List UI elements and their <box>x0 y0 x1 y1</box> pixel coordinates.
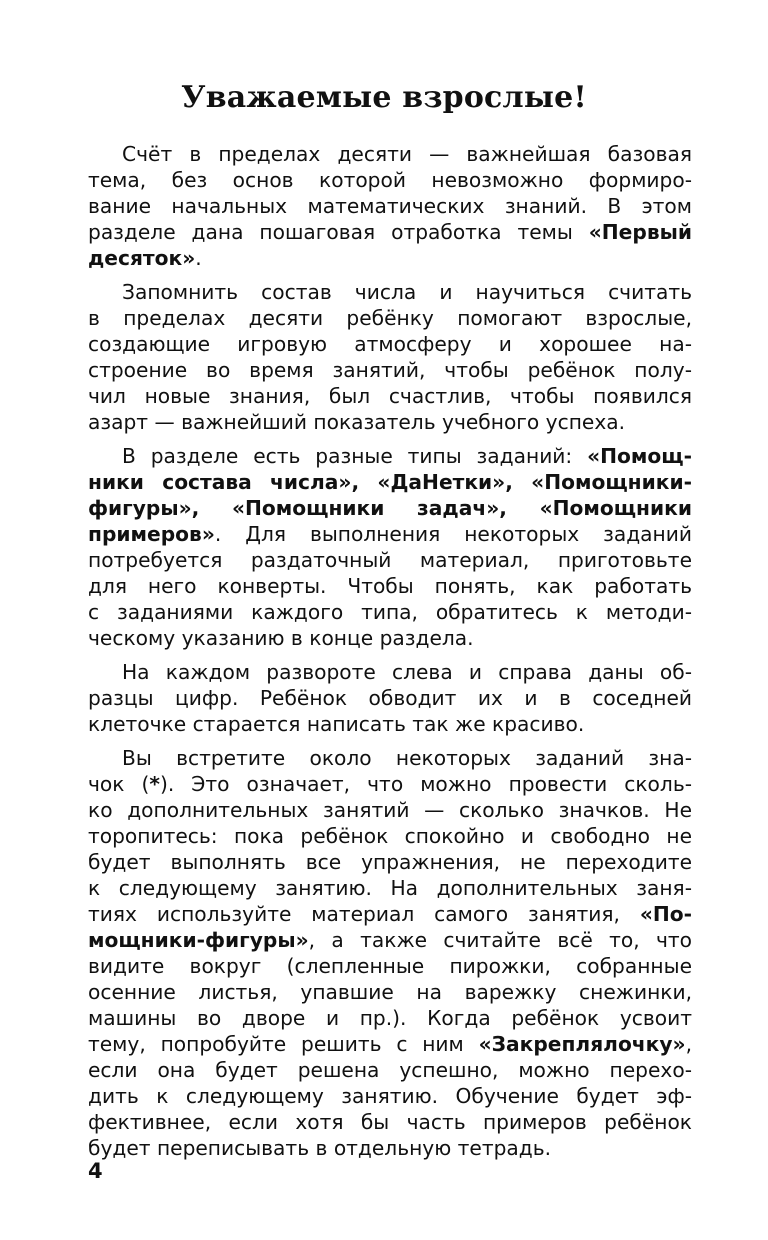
text-line <box>88 245 692 271</box>
bold-text-run: «Закреплялочку» <box>478 1032 686 1056</box>
text-run: ). Это означает, что можно провести сколь- <box>159 772 692 796</box>
paragraph <box>88 141 692 271</box>
bold-text-run: примеров» <box>88 522 215 546</box>
text-run: Счёт в пределах десяти — важнейшая базовая <box>122 142 692 166</box>
page-title: Уважаемые взрослые! <box>181 80 587 115</box>
text-line <box>88 331 692 357</box>
text-run: разцы цифр. Ребёнок обводит их и в соседней <box>88 686 692 710</box>
text-line <box>88 357 692 383</box>
text-line <box>88 875 692 901</box>
text-run: потребуется раздаточный материал, приготовьте <box>88 548 692 572</box>
text-run: ческому указанию в конце раздела. <box>88 626 474 650</box>
body-text <box>88 141 692 1169</box>
text-run: ко дополнительных занятий — сколько значков. Не <box>88 798 692 822</box>
text-run: в пределах десяти ребёнку помогают взрослые, <box>88 306 692 330</box>
text-line <box>88 141 692 167</box>
paragraph <box>88 279 692 435</box>
text-line <box>88 573 692 599</box>
text-line <box>88 193 692 219</box>
text-line <box>88 219 692 245</box>
bold-text-run: ники состава числа», «ДаНетки», «Помощники- <box>88 470 692 494</box>
bold-text-run: фигуры», «Помощники задач», «Помощники <box>88 496 692 520</box>
text-run: фективнее, если хотя бы часть примеров ребёнок <box>88 1110 692 1134</box>
text-line <box>88 1083 692 1109</box>
text-run: видите вокруг (слепленные пирожки, собранные <box>88 954 692 978</box>
text-line <box>88 547 692 573</box>
text-line <box>88 823 692 849</box>
text-line <box>88 953 692 979</box>
text-run: к следующему занятию. На дополнительных заня- <box>88 876 692 900</box>
bold-text-run: мощники-фигуры» <box>88 928 309 952</box>
paragraph <box>88 659 692 737</box>
text-run: тиях используйте материал самого занятия, <box>88 902 640 926</box>
text-line <box>88 1135 692 1161</box>
text-line <box>88 167 692 193</box>
text-run: тема, без основ которой невозможно формиро- <box>88 168 692 192</box>
text-run: клеточке старается написать так же красиво. <box>88 712 585 736</box>
text-line <box>88 771 692 797</box>
page-number: 4 <box>88 1159 103 1183</box>
text-run: дить к следующему занятию. Обучение будет эф- <box>88 1084 692 1108</box>
text-line <box>88 495 692 521</box>
text-line <box>88 927 692 953</box>
text-line <box>88 1057 692 1083</box>
text-run: строение во время занятий, чтобы ребёнок полу- <box>88 358 692 382</box>
text-line <box>88 711 692 737</box>
text-run: с заданиями каждого типа, обратитесь к методи- <box>88 600 692 624</box>
bold-text-run: «Помощ- <box>587 444 692 468</box>
text-line <box>88 305 692 331</box>
bold-text-run: * <box>149 772 160 796</box>
text-run: азарт — важнейший показатель учебного успеха. <box>88 410 626 434</box>
text-line <box>88 383 692 409</box>
text-run: торопитесь: пока ребёнок спокойно и свободно не <box>88 824 692 848</box>
text-line <box>88 745 692 771</box>
text-line <box>88 521 692 547</box>
text-line <box>88 849 692 875</box>
text-line <box>88 279 692 305</box>
text-run: На каждом развороте слева и справа даны об- <box>122 660 692 684</box>
text-run: тему, попробуйте решить с ним <box>88 1032 479 1056</box>
text-run: вание начальных математических знаний. В этом <box>88 194 692 218</box>
text-run: если она будет решена успешно, можно перехо- <box>88 1058 692 1082</box>
bold-text-run: «Первый <box>588 220 692 244</box>
text-run: чил новые знания, был счастлив, чтобы появился <box>88 384 692 408</box>
text-run: . Для выполнения некоторых заданий <box>214 522 692 546</box>
text-line <box>88 1005 692 1031</box>
text-run: . <box>195 246 202 270</box>
text-run: , а также считайте всё то, что <box>308 928 692 952</box>
text-line <box>88 797 692 823</box>
text-run: Запомнить состав числа и научиться считать <box>122 280 692 304</box>
text-run: будет выполнять все упражнения, не переходите <box>88 850 692 874</box>
text-line <box>88 599 692 625</box>
text-line <box>88 659 692 685</box>
text-run: осенние листья, упавшие на варежку снежинки, <box>88 980 692 1004</box>
text-line <box>88 409 692 435</box>
text-line <box>88 979 692 1005</box>
text-line <box>88 901 692 927</box>
text-line <box>88 1109 692 1135</box>
bold-text-run: десяток» <box>88 246 196 270</box>
text-line <box>88 469 692 495</box>
text-line <box>88 625 692 651</box>
text-run: В разделе есть разные типы заданий: <box>122 444 588 468</box>
text-line <box>88 443 692 469</box>
text-run: , <box>685 1032 692 1056</box>
text-run: Вы встретите около некоторых заданий зна- <box>122 746 692 770</box>
paragraph <box>88 745 692 1161</box>
text-run: для него конверты. Чтобы понять, как работать <box>88 574 692 598</box>
text-line <box>88 1031 692 1057</box>
text-run: машины во дворе и пр.). Когда ребёнок усвоит <box>88 1006 692 1030</box>
text-run: будет переписывать в отдельную тетрадь. <box>88 1136 552 1160</box>
text-run: разделе дана пошаговая отработка темы <box>88 220 589 244</box>
text-line <box>88 685 692 711</box>
text-run: чок ( <box>88 772 150 796</box>
bold-text-run: «По- <box>639 902 692 926</box>
text-run: создающие игровую атмосферу и хорошее на- <box>88 332 692 356</box>
paragraph <box>88 443 692 651</box>
